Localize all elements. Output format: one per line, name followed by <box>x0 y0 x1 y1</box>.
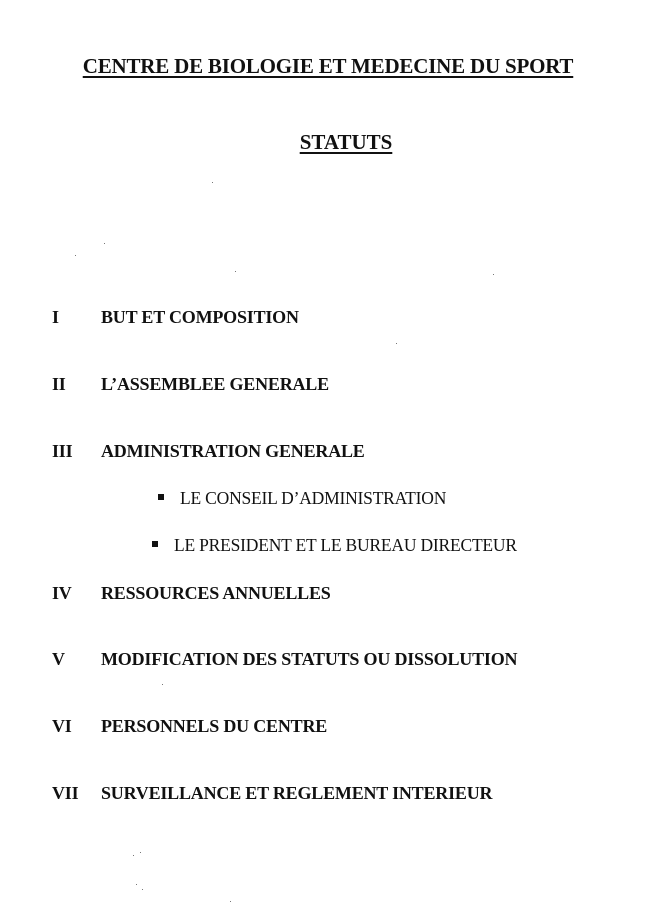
section-number: I <box>52 307 59 327</box>
section-label: PERSONNELS DU CENTRE <box>101 716 328 736</box>
scan-speck <box>493 274 494 275</box>
scan-speck <box>104 243 105 244</box>
section-number: V <box>52 649 65 669</box>
section-label: ADMINISTRATION GENERALE <box>101 441 365 461</box>
scan-speck <box>235 271 236 272</box>
document-title: CENTRE DE BIOLOGIE ET MEDECINE DU SPORT <box>82 54 574 78</box>
scan-speck <box>230 901 231 902</box>
bullet-square-icon <box>158 494 164 500</box>
section-number: VI <box>52 716 72 736</box>
section-number: II <box>52 374 66 394</box>
subitem-1 <box>158 488 446 509</box>
scan-speck <box>142 889 143 890</box>
section-6 <box>52 716 327 737</box>
section-4 <box>52 583 331 604</box>
section-number: III <box>52 441 73 461</box>
scan-speck <box>396 343 397 344</box>
subitem-label: LE CONSEIL D’ADMINISTRATION <box>180 488 447 508</box>
subitem-label: LE PRESIDENT ET LE BUREAU DIRECTEUR <box>174 535 517 555</box>
section-label: BUT ET COMPOSITION <box>101 307 299 327</box>
section-label: L’ASSEMBLEE GENERALE <box>101 374 329 394</box>
scan-speck <box>162 684 163 685</box>
section-number: VII <box>52 783 79 803</box>
scan-speck <box>140 852 141 853</box>
scan-speck <box>136 884 137 885</box>
scan-speck <box>133 855 134 856</box>
scan-speck <box>212 182 213 183</box>
section-5 <box>52 649 517 670</box>
section-label: MODIFICATION DES STATUTS OU DISSOLUTION <box>101 649 518 669</box>
subitem-2 <box>152 535 517 556</box>
scan-speck <box>75 255 76 256</box>
section-2 <box>52 374 329 395</box>
bullet-square-icon <box>152 541 158 547</box>
section-label: SURVEILLANCE ET REGLEMENT INTERIEUR <box>101 783 493 803</box>
section-number: IV <box>52 583 72 603</box>
section-1 <box>52 307 299 328</box>
section-7 <box>52 783 492 804</box>
document-subtitle: STATUTS <box>299 130 393 154</box>
section-3 <box>52 441 365 462</box>
section-label: RESSOURCES ANNUELLES <box>101 583 331 603</box>
